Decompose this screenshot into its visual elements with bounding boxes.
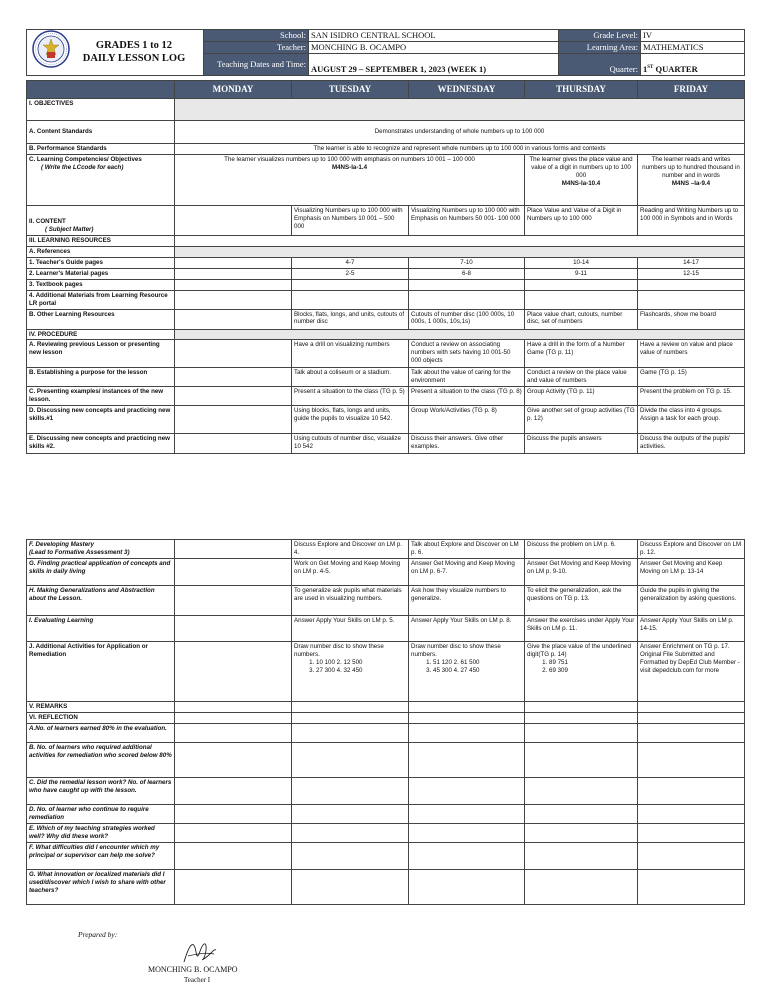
content-fri: Reading and Writing Numbers up to 100 000 in Symbols and in Words (638, 205, 745, 235)
practical-mon (175, 559, 292, 586)
competencies-note: ( Write the LCcode for each) (41, 163, 124, 171)
evaluating-tue: Answer Apply Your Skills on LM p. 5. (292, 616, 409, 642)
content-title: II. CONTENT (29, 218, 66, 226)
reflection-g-label: G. What innovation or localized materials did I used/discover which I wish to share with other teachers? (27, 869, 175, 904)
discussing2-thu: Discuss the pupils answers (525, 434, 638, 454)
mastery-title: F. Developing Mastery (29, 541, 94, 548)
mastery-label (27, 540, 175, 559)
reflection-g-thu (525, 869, 638, 904)
practical-thu: Answer Get Moving and Keep Moving on LM p. 9-10. (525, 559, 638, 586)
additional-wed (409, 290, 525, 309)
reflection-b-wed (409, 742, 525, 777)
textbook-fri (638, 279, 745, 290)
remarks-label: V. REMARKS (27, 702, 175, 713)
discussing2-tue: Using cutouts of number disc, visualize 10 542 (292, 434, 409, 454)
generalization-mon (175, 586, 292, 616)
additional-act-fri-text: Answer Enrichment on TG p. 17. (640, 643, 730, 650)
textbook-mon (175, 279, 292, 290)
competencies-title: C. Learning Competencies/ Objectives (29, 155, 142, 163)
quarter-value (641, 53, 745, 75)
day-header-blank (27, 81, 175, 99)
title-line2: DAILY LESSON LOG (82, 53, 186, 65)
reflection-c-wed (409, 777, 525, 804)
purpose-tue: Talk about a coliseum or a stadium. (292, 368, 409, 387)
discussing1-thu: Give another set of group activities (TG p. 12) (525, 406, 638, 434)
grade-value: IV (641, 30, 745, 42)
additional-act-wed-text: Draw number disc to show these numbers. (411, 643, 501, 658)
competency-fri-text: The learner reads and writes numbers up to hundred thousand in number and in words (642, 155, 740, 179)
lm-label: 2. Learner's Material pages (27, 268, 175, 279)
tg-thu: 10-14 (525, 257, 638, 268)
reflection-d-label: D. No. of learner who continue to require remediation (27, 804, 175, 823)
procedure-label: IV. PROCEDURE (27, 329, 175, 340)
reflection-e-fri (638, 823, 745, 842)
review-mon (175, 340, 292, 368)
competency-fri (638, 154, 745, 205)
competency-mon-wed-text: The learner visualizes numbers up to 100 000 with emphasis on numbers 10 001 – 100 000 (224, 155, 475, 163)
day-thursday: THURSDAY (525, 81, 638, 99)
reflection-e-wed (409, 823, 525, 842)
reflection-tue (292, 712, 409, 723)
competency-thu-text: The learner gives the place value and value of a digit in numbers up to 100 000 (529, 155, 633, 179)
review-wed: Conduct a review on associating numbers with sets having 10 001-50 000 objects (409, 340, 525, 368)
other-resources-label: B. Other Learning Resources (27, 309, 175, 329)
mastery-note: (Lead to Formative Assessment 3) (29, 548, 130, 556)
examples-label: C. Presenting examples/ instances of the new lesson. (27, 387, 175, 406)
reflection-d-tue (292, 804, 409, 823)
teacher-signature-role: Teacher I (184, 976, 211, 984)
reflection-f-thu (525, 842, 638, 869)
tg-label: 1. Teacher's Guide pages (27, 257, 175, 268)
discussing2-label: E. Discussing new concepts and practicing new skills #2. (27, 434, 175, 454)
content-note: ( Subject Matter) (45, 226, 94, 233)
mastery-wed: Talk about Explore and Discover on LM p. 6. (409, 540, 525, 559)
additional-act-tue-text: Draw number disc to show these numbers. (294, 643, 384, 658)
other-tue: Blocks, flats, longs, and units, cutouts of number disc (292, 309, 409, 329)
review-fri: Have a review on value and place value of numbers (638, 340, 745, 368)
examples-thu: Group Activity (TG p. 11) (525, 387, 638, 406)
additional-act-fri-credit: Original File Submitted and Formatted by DepEd Club Member - visit depedclub.com for more (640, 650, 740, 674)
textbook-thu (525, 279, 638, 290)
reflection-d-thu (525, 804, 638, 823)
remarks-fri (638, 702, 745, 713)
reflection-c-label: C. Did the remedial lesson work? No. of learners who have caught up with the lesson. (27, 777, 175, 804)
list-item: 1. 51 120 2. 61 500 (433, 659, 522, 667)
mastery-thu: Discuss the problem on LM p. 6. (525, 540, 638, 559)
competency-mon-wed (175, 154, 525, 205)
reflection-b-thu (525, 742, 638, 777)
purpose-mon (175, 368, 292, 387)
evaluating-wed: Answer Apply Your Skills on LM p. 8. (409, 616, 525, 642)
textbook-tue (292, 279, 409, 290)
content-label (27, 205, 175, 235)
quarter-word: QUARTER (653, 63, 698, 74)
purpose-fri: Game (TG p. 15) (638, 368, 745, 387)
purpose-thu: Conduct a review on the place value and value of numbers (525, 368, 638, 387)
other-mon (175, 309, 292, 329)
review-label: A. Reviewing previous Lesson or presenting new lesson (27, 340, 175, 368)
references-blank (175, 246, 745, 257)
log-title (27, 30, 204, 76)
additional-fri (638, 290, 745, 309)
reflection-c-mon (175, 777, 292, 804)
remarks-mon (175, 702, 292, 713)
additional-thu (525, 290, 638, 309)
remarks-thu (525, 702, 638, 713)
header-table (26, 29, 745, 76)
generalization-wed: Ask how they visualize numbers to generalize. (409, 586, 525, 616)
reflection-wed (409, 712, 525, 723)
procedure-blank (175, 329, 745, 340)
practical-fri: Answer Get Moving and Keep Moving on LM p. 13-14 (638, 559, 745, 586)
lesson-table-part1 (26, 80, 745, 454)
purpose-wed: Talk about the value of caring for the environment (409, 368, 525, 387)
evaluating-thu: Answer the exercises under Apply Your Skills on LM p. 11. (525, 616, 638, 642)
content-standards-value: Demonstrates understanding of whole numbers up to 100 000 (175, 121, 745, 144)
reflection-g-fri (638, 869, 745, 904)
competency-thu-code: M4NS-Ia-10.4 (561, 179, 601, 187)
reflection-thu (525, 712, 638, 723)
additional-act-wed (409, 642, 525, 702)
reflection-a-wed (409, 723, 525, 742)
lm-tue: 2-5 (292, 268, 409, 279)
examples-wed: Present a situation to the class (TG p. 8) (409, 387, 525, 406)
tg-wed: 7-10 (409, 257, 525, 268)
list-item: 1. 89 751 (549, 659, 635, 667)
grade-label: Grade Level: (559, 30, 641, 42)
generalization-tue: To generalize ask pupils what materials are used in visualizing numbers. (292, 586, 409, 616)
performance-standards-label: B. Performance Standards (27, 144, 175, 155)
tg-fri: 14-17 (638, 257, 745, 268)
reflection-a-mon (175, 723, 292, 742)
day-header-row (27, 81, 745, 99)
mastery-tue: Discuss Explore and Discover on LM p. 4. (292, 540, 409, 559)
examples-mon (175, 387, 292, 406)
list-item: 1. 10 100 2. 12 500 (316, 659, 406, 667)
lm-thu: 9-11 (525, 268, 638, 279)
reflection-c-thu (525, 777, 638, 804)
quarter-sup: ST (647, 65, 654, 71)
examples-tue: Present a situation to the class (TG p. 5) (292, 387, 409, 406)
resources-label: III. LEARNING RESOURCES (27, 235, 175, 246)
reflection-e-mon (175, 823, 292, 842)
teacher-signature-name: MONCHING B. OCAMPO (148, 965, 238, 974)
day-monday: MONDAY (175, 81, 292, 99)
competencies-label (27, 154, 175, 205)
reflection-d-fri (638, 804, 745, 823)
reflection-fri (638, 712, 745, 723)
competency-fri-code: M4NS –Ia-9.4 (671, 179, 711, 187)
reflection-a-label: A.No. of learners earned 80% in the evaluation. (27, 723, 175, 742)
reflection-mon (175, 712, 292, 723)
evaluating-mon (175, 616, 292, 642)
remarks-tue (292, 702, 409, 713)
quarter-number: 1 (643, 63, 648, 74)
quarter-label: Quarter: (559, 53, 641, 75)
content-tue: Visualizing Numbers up to 100 000 with Emphasis on Numbers 10 001 – 500 000 (292, 205, 409, 235)
discussing1-tue: Using blocks, flats, longs and units, guide the pupils to visualize 10 542. (292, 406, 409, 434)
additional-act-fri (638, 642, 745, 702)
purpose-label: B. Establishing a purpose for the lesson (27, 368, 175, 387)
list-item: 3. 45 300 4. 27 450 (433, 667, 522, 675)
practical-tue: Work on Get Moving and Keep Moving on LM p. 4-5. (292, 559, 409, 586)
references-label: A. References (27, 246, 175, 257)
reflection-a-fri (638, 723, 745, 742)
reflection-e-label: E. Which of my teaching strategies worked well? Why did these work? (27, 823, 175, 842)
additional-act-mon (175, 642, 292, 702)
teacher-value: MONCHING B. OCAMPO (309, 41, 559, 53)
area-value: MATHEMATICS (641, 41, 745, 53)
generalization-fri: Guide the pupils in giving the generalization by asking questions. (638, 586, 745, 616)
discussing1-fri: Divide the class into 4 groups. Assign a task for each group. (638, 406, 745, 434)
discussing1-mon (175, 406, 292, 434)
reflection-g-tue (292, 869, 409, 904)
school-label: School: (204, 30, 309, 42)
day-wednesday: WEDNESDAY (409, 81, 525, 99)
reflection-f-tue (292, 842, 409, 869)
generalization-thu: To elicit the generalization, ask the questions on TG p. 13. (525, 586, 638, 616)
discussing2-fri: Discuss the outputs of the pupils' activities. (638, 434, 745, 454)
teacher-label: Teacher: (204, 41, 309, 53)
mastery-mon (175, 540, 292, 559)
lm-mon (175, 268, 292, 279)
other-wed: Cutouts of number disc (100 000s, 10 000s, 1 000s, 10s,1s) (409, 309, 525, 329)
dates-label: Teaching Dates and Time: (204, 53, 309, 75)
reflection-f-label: F. What difficulties did I encounter which my principal or supervisor can help me solve? (27, 842, 175, 869)
generalization-label: H. Making Generalizations and Abstraction about the Lesson. (27, 586, 175, 616)
other-fri: Flashcards, show me board (638, 309, 745, 329)
reflection-b-mon (175, 742, 292, 777)
textbook-wed (409, 279, 525, 290)
additional-act-thu-text: Give the place value of the underlined digit(TG p. 14) (527, 643, 631, 658)
performance-standards-value: The learner is able to recognize and represent whole numbers up to 100 000 in various forms and contexts (175, 144, 745, 155)
lm-wed: 6-8 (409, 268, 525, 279)
review-thu: Have a drill in the form of a Number Game (TG p. 11) (525, 340, 638, 368)
practical-wed: Answer Get Moving and Keep Moving on LM p. 6-7. (409, 559, 525, 586)
evaluating-fri: Answer Apply Your Skills on LM p. 14-15. (638, 616, 745, 642)
reflection-label: VI. REFLECTION (27, 712, 175, 723)
school-value: SAN ISIDRO CENTRAL SCHOOL (309, 30, 559, 42)
resources-blank (175, 235, 745, 246)
additional-mon (175, 290, 292, 309)
discussing2-mon (175, 434, 292, 454)
content-thu: Place Value and Value of a Digit in Numbers up to 100 000 (525, 205, 638, 235)
competency-mon-wed-code: M4NS-Ia-1.4 (331, 163, 368, 171)
dates-value: AUGUST 29 – SEPTEMBER 1, 2023 (WEEK 1) (309, 53, 559, 75)
prepared-by-label: Prepared by: (78, 930, 118, 939)
content-standards-label: A. Content Standards (27, 121, 175, 144)
content-mon (175, 205, 292, 235)
area-label: Learning Area: (559, 41, 641, 53)
mastery-fri: Discuss Explore and Discover on LM p. 12. (638, 540, 745, 559)
tg-tue: 4-7 (292, 257, 409, 268)
day-tuesday: TUESDAY (292, 81, 409, 99)
additional-activities-label: J. Additional Activities for Application or Remediation (27, 642, 175, 702)
reflection-d-wed (409, 804, 525, 823)
lesson-table-part2 (26, 539, 745, 905)
signature-scribble (180, 938, 220, 968)
reflection-f-wed (409, 842, 525, 869)
reflection-e-thu (525, 823, 638, 842)
reflection-c-tue (292, 777, 409, 804)
objectives-heading: I. OBJECTIVES (27, 99, 175, 121)
other-thu: Place value chart, cutouts, number disc, set of numbers (525, 309, 638, 329)
discussing1-label: D. Discussing new concepts and practicing new skills.#1 (27, 406, 175, 434)
additional-act-tue (292, 642, 409, 702)
objectives-blank (175, 99, 745, 121)
content-wed: Visualizing Numbers up to 100 000 with Emphasis on Numbers 50 001- 100 000 (409, 205, 525, 235)
evaluating-label: I. Evaluating Learning (27, 616, 175, 642)
reflection-a-tue (292, 723, 409, 742)
reflection-d-mon (175, 804, 292, 823)
discussing1-wed: Group Work/Activities (TG p. 8) (409, 406, 525, 434)
review-tue: Have a drill on visualizing numbers (292, 340, 409, 368)
title-line1: GRADES 1 to 12 (95, 40, 173, 52)
additional-tue (292, 290, 409, 309)
reflection-e-tue (292, 823, 409, 842)
list-item: 3. 27 300 4. 32 450 (316, 667, 406, 675)
lm-fri: 12-15 (638, 268, 745, 279)
reflection-b-fri (638, 742, 745, 777)
reflection-g-wed (409, 869, 525, 904)
textbook-label: 3. Textbook pages (27, 279, 175, 290)
remarks-wed (409, 702, 525, 713)
list-item: 2. 69 309 (549, 667, 635, 675)
reflection-f-mon (175, 842, 292, 869)
additional-materials-label: 4. Additional Materials from Learning Resource LR portal (27, 290, 175, 309)
reflection-a-thu (525, 723, 638, 742)
reflection-c-fri (638, 777, 745, 804)
reflection-b-label: B. No. of learners who required additional activities for remediation who scored below 80% (27, 742, 175, 777)
tg-mon (175, 257, 292, 268)
competency-thu (525, 154, 638, 205)
reflection-g-mon (175, 869, 292, 904)
additional-act-thu (525, 642, 638, 702)
discussing2-wed: Discuss their answers. Give other examples. (409, 434, 525, 454)
practical-label: G. Finding practical application of concepts and skills in daily living (27, 559, 175, 586)
reflection-f-fri (638, 842, 745, 869)
reflection-b-tue (292, 742, 409, 777)
day-friday: FRIDAY (638, 81, 745, 99)
examples-fri: Present the problem on TG p. 15. (638, 387, 745, 406)
